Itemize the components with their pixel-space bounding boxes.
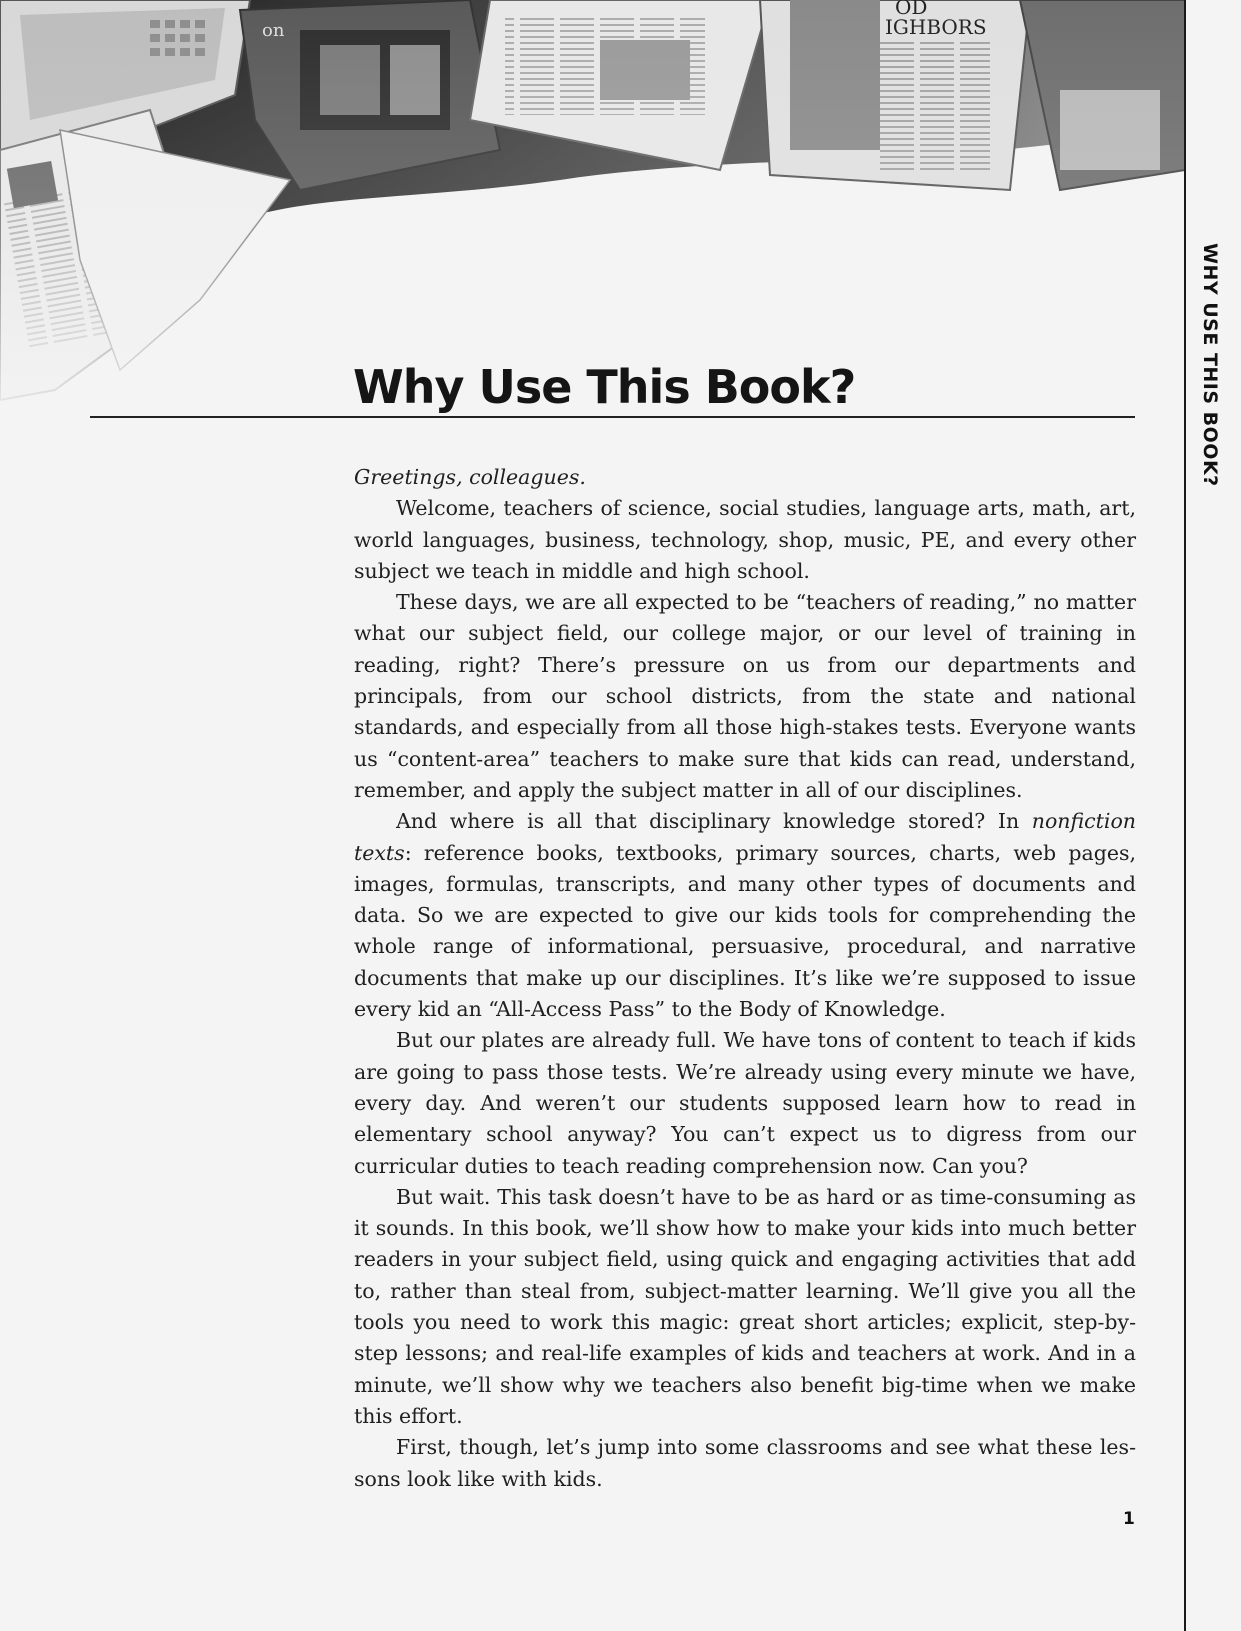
- emphasis-nonfiction-texts: nonfiction texts: [354, 809, 1136, 865]
- paragraph: But our plates are already full. We have tons of content to teach if kids are going to pass those tests. We’re already using every minute we have, every day. And weren’t our students supposed learn how to read in elementary school anyway? You can’t expect us to digress from our curricular duties to teach reading comprehension now. Can you?: [354, 1028, 1136, 1178]
- paragraph-text: And where is all that disciplinary knowledge stored? In: [396, 809, 1032, 834]
- chapter-title: Why Use This Book?: [353, 360, 856, 414]
- margin-rule: [1184, 0, 1186, 1631]
- paragraph: [354, 806, 1136, 1025]
- paragraph: These days, we are all expected to be “teachers of reading,” no matter what our subject field, our college major, or our level of training in reading, right? There’s pressure on us from our departments and principals, from our school districts, from the state and national standards, and especially from all those high-stakes tests. Everyone wants us “content-area” teachers to make sure that kids can read, understand, remember, and apply the subject matter in all of our disciplines.: [354, 590, 1136, 802]
- paragraph-text: : reference books, textbooks, primary sources, charts, web pages, images, formulas, transcripts, and many other types of documents and data. So we are expected to give our kids tools for comprehending the whole range of informational, persuasive, procedural, and narrative documents that make up our disciplines. It’s like we’re supposed to issue every kid an “All-Access Pass” to the Body of Knowledge.: [354, 840, 1136, 1022]
- title-rule: [90, 416, 1135, 418]
- greeting: Greetings, colleagues.: [354, 465, 586, 489]
- body-text: [354, 462, 1136, 1495]
- paragraph: First, though, let’s jump into some classrooms and see what these lessons look like with kids.: [354, 1435, 1136, 1491]
- page-number: 1: [1123, 1509, 1135, 1529]
- paragraph: But wait. This task doesn’t have to be as hard or as time-consuming as it sounds. In this book, we’ll show how to make your kids into much better readers in your subject field, using quick and engaging activities that add to, rather than steal from, subject-matter learning. We’ll give you all the tools you need to work this magic: great short articles; explicit, step-by-step lessons; and real-life examples of kids and teachers at work. And in a minute, we’ll show why we teachers also benefit big-time when we make this effort.: [354, 1184, 1136, 1428]
- paragraph: Welcome, teachers of science, social studies, language arts, math, art, world languages, business, technology, shop, music, PE, and every other subject we teach in middle and high school.: [354, 496, 1136, 583]
- running-head: WHY USE THIS BOOK?: [1199, 243, 1221, 487]
